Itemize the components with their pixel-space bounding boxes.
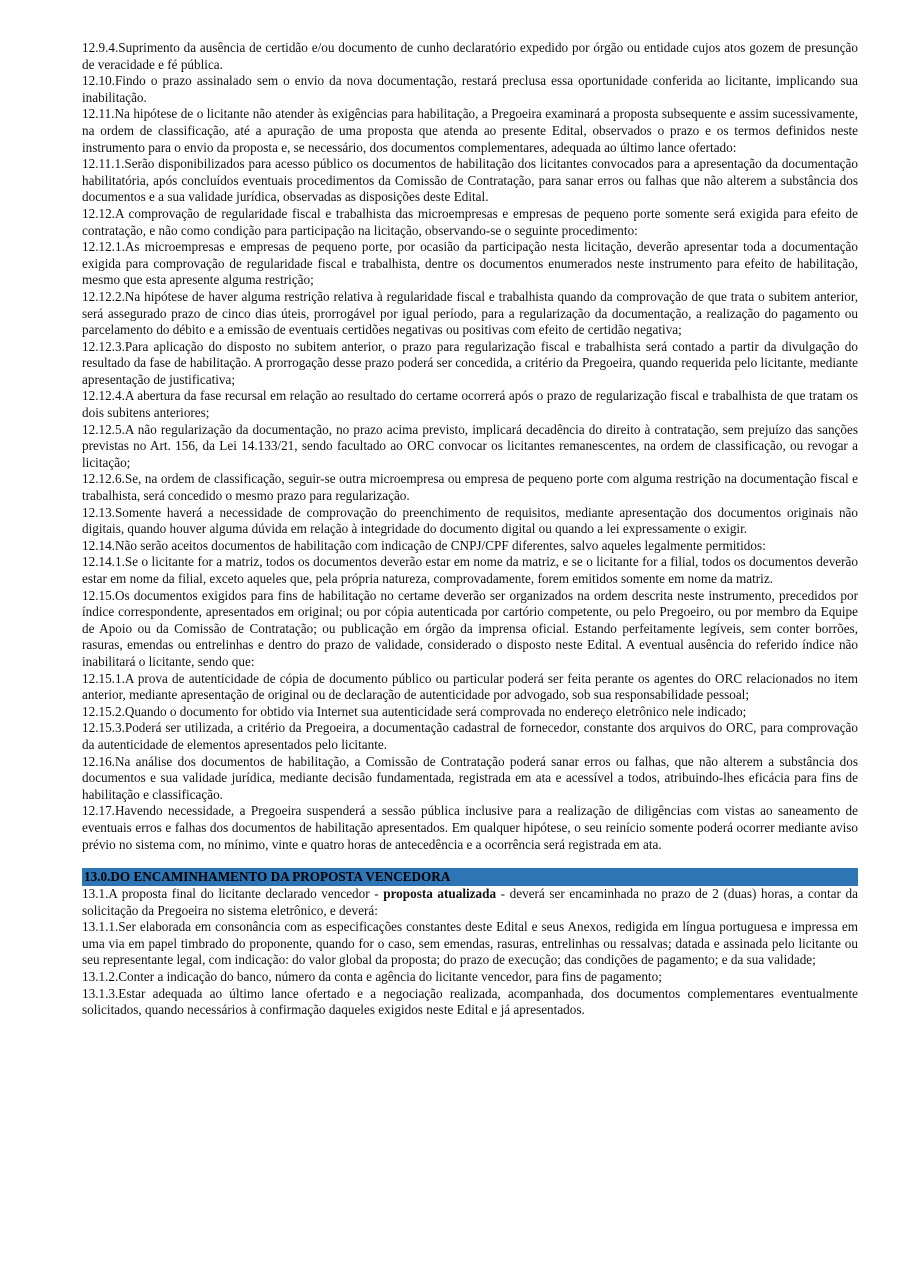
paragraph-12-12-1: 12.12.1.As microempresas e empresas de pequeno porte, por ocasião da participação nesta licitação, deverão apresentar toda a documentação exigida para comprovação de regularidade fiscal e trabalhista, dentre os documentos enumerados neste instrumento para efeito de habilitação, mesmo que esta apresente alguma restrição; [82,239,858,288]
paragraph-12-12-6: 12.12.6.Se, na ordem de classificação, seguir-se outra microempresa ou empresa de pequeno porte com alguma restrição na documentação fiscal e trabalhista, será concedido o mesmo prazo para regularização. [82,471,858,504]
paragraph-12-16: 12.16.Na análise dos documentos de habilitação, a Comissão de Contratação poderá sanar erros ou falhas, que não alterem a substância dos documentos e sua validade jurídica, mediante decisão fundamentada, registrada em ata e acessível a todos, atribuindo-lhes eficácia para fins de habilitação e classificação. [82,753,858,802]
paragraph-12-14-1: 12.14.1.Se o licitante for a matriz, todos os documentos deverão estar em nome da matriz, e se o licitante for a filial, todos os documentos deverão estar em nome da filial, exceto aqueles que, pela própria natureza, comprovadamente, forem emitidos somente em nome da matriz. [82,554,858,586]
paragraph-12-12-2: 12.12.2.Na hipótese de haver alguma restrição relativa à regularidade fiscal e trabalhista quando da comprovação de que trata o subitem anterior, será assegurado prazo de cinco dias úteis, prorrogável por igual período, para a regularização da documentação, a realização do pagamento ou parcelamento do débito e a emissão de eventuais certidões negativas ou positivas com efeito de certidão negativa; [82,288,858,338]
paragraph-12-15-2: 12.15.2.Quando o documento for obtido via Internet sua autenticidade será comprovada no endereço eletrônico nele indicado; [82,703,747,719]
paragraph-12-12-3: 12.12.3.Para aplicação do disposto no subitem anterior, o prazo para regularização fiscal e trabalhista será contado a partir da divulgação do resultado da fase de habilitação. A prorrogação desse prazo poderá ser concedida, a critério da Pregoeira, quando requerida pelo licitante, mediante apresentação de justificativa; [82,338,858,387]
paragraph-12-11-1: 12.11.1.Serão disponibilizados para acesso público os documentos de habilitação dos licitantes convocados para a apresentação da documentação habilitatória, após concluídos eventuais procedimentos da Comissão de Contratação, para sanar erros ou falhas que não alterem a substância dos documentos e a sua validade jurídica, observadas as disposições deste Edital. [82,156,858,205]
paragraph-12-12-5: 12.12.5.A não regularização da documentação, no prazo acima previsto, implicará decadência do direito à contratação, sem prejuízo das sanções previstas no Art. 156, da Lei 14.133/21, sendo facultado ao ORC convocar os licitantes remanescentes, na ordem de classificação, ou revogar a licitação; [82,421,858,470]
paragraph-13-1-bold-term: proposta atualizada [383,886,497,902]
section-header-13: 13.0.DO ENCAMINHAMENTO DA PROPOSTA VENCEDORA [82,868,858,886]
paragraph-12-11: 12.11.Na hipótese de o licitante não atender às exigências para habilitação, a Pregoeira examinará a proposta subsequente e assim sucessivamente, na ordem de classificação, até a apuração de uma proposta que atenda ao presente Edital, observados o prazo e os termos definidos neste instrumento para o envio da proposta e, se necessário, dos documentos complementares, adequada ao último lance ofertado: [82,106,858,155]
paragraph-13-1-3: 13.1.3.Estar adequada ao último lance ofertado e a negociação realizada, acompanhada, dos documentos complementares eventualmente solicitados, quando necessários à confirmação daqueles exigidos neste Edital e já apresentados. [82,985,858,1018]
paragraph-12-15: 12.15.Os documentos exigidos para fins de habilitação no certame deverão ser organizados na ordem descrita neste instrumento, precedidos por índice correspondente, apresentados em original; ou por cópia autenticada por cartório competente, ou pelo Pregoeiro, ou por membro da Equipe de Apoio ou da Comissão de Contratação; ou publicação em órgão da imprensa oficial. Estando perfeitamente legíveis, sem conter borrões, rasuras, emendas ou entrelinhas e dentro do prazo de validade, considerado o disposto neste Edital. A eventual ausência do referido índice não inabilitará o licitante, sendo que: [82,587,858,669]
paragraph-13-1-text-start: 13.1.A proposta final do licitante declarado vencedor - [82,886,384,902]
paragraph-12-13: 12.13.Somente haverá a necessidade de comprovação do preenchimento de requisitos, mediante apresentação dos documentos originais não digitais, quando houver alguma dúvida em relação à integridade do documento digital ou quando a lei expressamente o exigir. [82,504,858,537]
document-page [82,40,858,1019]
paragraph-13-1-1: 13.1.1.Ser elaborada em consonância com as especificações constantes deste Edital e seus Anexos, redigida em língua portuguesa e impressa em uma via em papel timbrado do proponente, quando for o caso, sem emendas, rasuras, entrelinhas ou ressalvas; datada e assinada pelo licitante ou seu representante legal, com indicação: do valor global da proposta; do prazo de execução; das condições de pagamento; e da sua validade; [82,919,858,968]
paragraph-12-9-4: 12.9.4.Suprimento da ausência de certidão e/ou documento de cunho declaratório expedido por órgão ou entidade cujos atos gozem de presunção de veracidade e fé pública. [82,40,858,72]
paragraph-12-15-1: 12.15.1.A prova de autenticidade de cópia de documento público ou particular poderá ser feita perante os agentes do ORC relacionados no item anterior, mediante apresentação de original ou de declaração de autenticidade por advogado, sob sua responsabilidade pessoal; [82,670,858,703]
paragraph-13-1 [82,886,858,919]
paragraph-13-1-2: 13.1.2.Conter a indicação do banco, número da conta e agência do licitante vencedor, para fins de pagamento; [82,969,662,985]
paragraph-12-14: 12.14.Não serão aceitos documentos de habilitação com indicação de CNPJ/CPF diferentes, salvo aqueles legalmente permitidos: [82,537,766,553]
paragraph-13-1-text-end: - deverá ser encaminhada no prazo de 2 (duas) horas, a contar da solicitação da Pregoeira no sistema eletrônico, e deverá: [82,886,858,918]
paragraph-12-15-3: 12.15.3.Poderá ser utilizada, a critério da Pregoeira, a documentação cadastral de fornecedor, constante dos arquivos do ORC, para comprovação da autenticidade de elementos apresentados pelo licitante. [82,720,858,752]
paragraph-12-10: 12.10.Findo o prazo assinalado sem o envio da nova documentação, restará preclusa essa oportunidade conferida ao licitante, implicando sua inabilitação. [82,73,858,105]
paragraph-12-12: 12.12.A comprovação de regularidade fiscal e trabalhista das microempresas e empresas de pequeno porte somente será exigida para efeito de contratação, e não como condição para participação na licitação, observando-se o seguinte procedimento: [82,205,858,238]
paragraph-12-17: 12.17.Havendo necessidade, a Pregoeira suspenderá a sessão pública inclusive para a realização de diligências com vistas ao saneamento de eventuais erros e falhas dos documentos de habilitação apresentados. Em qualquer hipótese, o seu reinício somente poderá ocorrer mediante aviso prévio no sistema com, no mínimo, vinte e quatro horas de antecedência e a ocorrência será registrada em ata. [82,803,858,852]
paragraph-12-12-4: 12.12.4.A abertura da fase recursal em relação ao resultado do certame ocorrerá após o prazo de regularização fiscal e trabalhista de que tratam os dois subitens anteriores; [82,388,858,421]
